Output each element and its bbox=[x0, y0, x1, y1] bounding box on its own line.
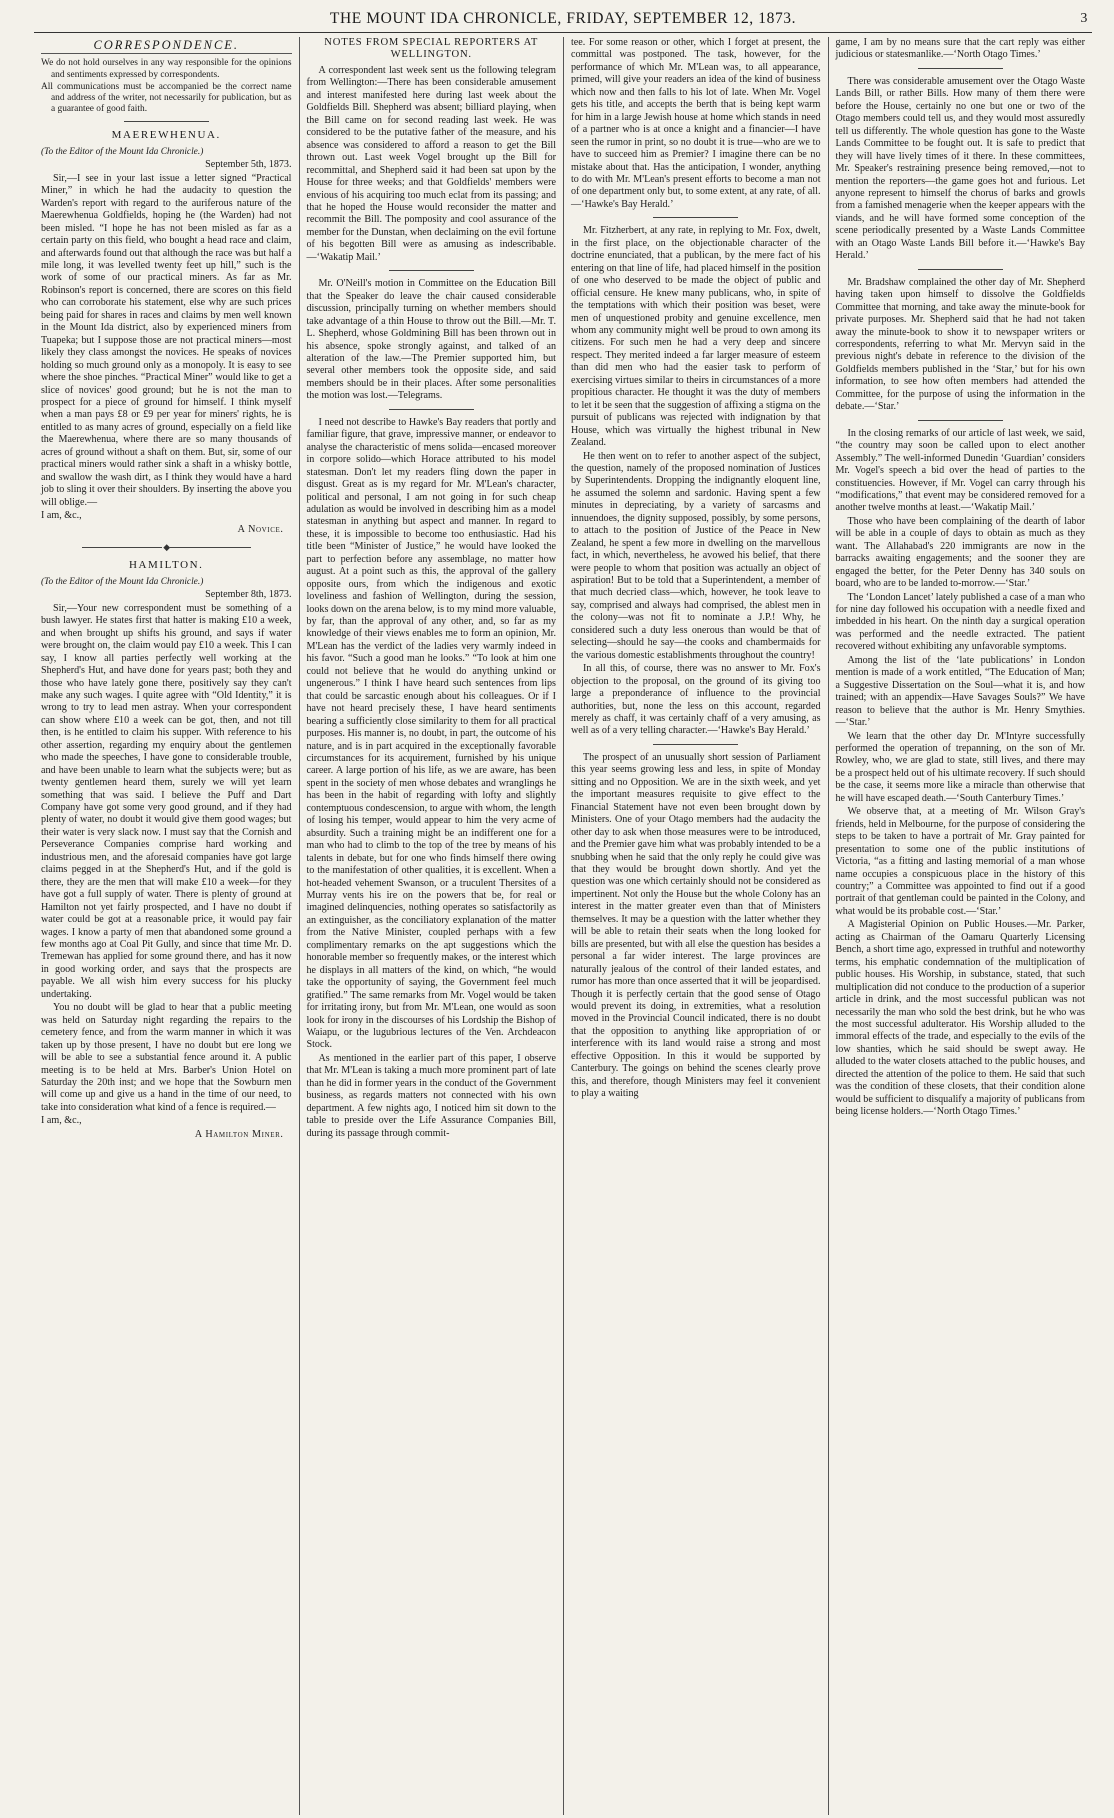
divider bbox=[653, 217, 738, 218]
column-1 bbox=[34, 37, 299, 1815]
article-paragraph: He then went on to refer to another aspect of the subject, the question, namely of the proposed nomination of Justices by Superintendents. Dropping the indignantly eloquent line, he assumed the solemn and sardonic. Having spent a few minutes in depreciating, by a variety of sarcasms and innuendoes, the dignity supposed, possibly, by some persons, to attach to the position of Justice of the Peace in New Zealand, he spent a few more in dwelling on the marvellous fact, in which, nevertheless, he avowed his belief, that there were people to whom that position was actually an object of aspiration! But to be told that a Superintendent, a member of that much decried class—which, however, he took leave to say, comprised and always had comprised, the ablest men in the colony—was not fit to nominate a J.P.! Why, he considered such a duty less onerous than would be that of selecting—should he say—the cooks and chambermaids for the various domestic establishments throughout the country! bbox=[571, 450, 821, 661]
letter-close: I am, &c., bbox=[41, 1115, 82, 1127]
letter-dateline: (To the Editor of the Mount Ida Chronicle.) bbox=[41, 576, 204, 587]
letter-signature: A Hamilton Miner. bbox=[194, 1128, 284, 1140]
article-paragraph: Mr. Fitzherbert, at any rate, in replying to Mr. Fox, dwelt, in the first place, on the objectionable character of the doctrine enunciated, that a publican, by the mere fact of his entering on that line of life, had placed himself in the position of one who deserved to be made the object of public and official censure. He knew many publicans, who, in spite of the temptations with which their position was beset, were men of unquestioned probity and genuine excellence, men whom any community might well be proud to own among its citizens. For such men he had a very deep and sincere respect. They merited indeed a far larger measure of esteem than did men who had the easier task to perform of exercising virtues similar to theirs in circumstances of a more propitious character. He thought it was the duty of members to let it be seen that the suggestion of affixing a stigma on the pursuit of publicans was rejected with indignation by that House, which was virtually the highest tribunal in New Zealand. bbox=[571, 225, 821, 449]
letter-paragraph: Sir,—I see in your last issue a letter signed “Practical Miner,” in which he had the audacity to question the Warden's report with regard to the auriferous nature of the Maerewhenua Goldfields, hoping he (the Warden) had not been misled. “I hope he has not been misled as far as a certain party on this field, who bought a head race and claim, and afterwards found out that although the race was but half a mile long, it was levelled twenty feet up hill,” such is the work of some of our practical miners. As far as Mr. Robinson's report is concerned, there are scores on this field who can corroborate his statement, else why are such prices being paid for shares in races and claims by men well known in the Mount Ida district, also by experienced miners from Tuapeka; but I suppose those are not practical miners—most likely they class amongst the novices. He speaks of novices holding so much ground only as a monopoly. It is easy to see where the shoe pinches. “Practical Miner” would like to get a slice of novices' good ground; but he is not the man to prospect for a piece of ground for himself. I think myself when a man pays £8 or £9 per year for miners' rights, he is entitled to as many acres of ground, especially on a field like the Maerewhenua, where there are so many thousands of acres of ground without a shaft on them. But, sir, some of our practical miners would rather sink a shaft in a whisky bottle, and swallow the wash dirt, as I think they would have a hard job to sling it over their shoulders. By inserting the above you will oblige.— bbox=[41, 172, 292, 508]
article-paragraph: Among the list of the ‘late publications’ in London mention is made of a work entitled, “The Education of Man; a Suggestive Dissertation on the Soul—what it is, and how trained; with an appendix—Have Savages Souls?” We have reason to believe that the author is Mr. Henry Smythies.—‘Star.’ bbox=[835, 654, 1085, 729]
article-paragraph: We observe that, at a meeting of Mr. Wilson Gray's friends, held in Melbourne, for the purpose of considering the steps to be taken to have a portrait of Mr. Gray painted for presentation to some one of the public institutions of Victoria, “as a fitting and lasting memorial of a man whose name occupies a conspicuous place in the history of this country;” a Committee was appointed to find out if a good portrait of that gentleman could be painted in the Colony, and what would be its probable cost.—‘Star.’ bbox=[835, 806, 1085, 917]
columns bbox=[34, 37, 1092, 1815]
letter-title: HAMILTON. bbox=[128, 559, 204, 572]
letter-title: MAEREWHENUA. bbox=[111, 129, 221, 142]
masthead-title: THE MOUNT IDA CHRONICLE, FRIDAY, SEPTEMBER 12, 1873. bbox=[329, 10, 797, 27]
article-paragraph: A correspondent last week sent us the following telegram from Wellington:—There has been considerable amusement and interest manifested here during last week about the Goldfields Bill. Shepherd was absent; billiard playing, when the Bill came on for second reading last week. He was considered to be the putative father of the measure, and his absence was considered to afford a reason to get the Bill thrown out. Last week Vogel brought up the Bill for recommittal, and Shepherd said it had been sat upon by the House for three weeks; and that Goldfields' members were envious of his acquiring too much eclat from its passing; and that he hoped the House would reconsider the matter and recommit the Bill. The pomposity and cool assurance of the member for the Dunstan, when declaiming on the evil fortune of his begotten Bill were as amusing as indescribable.—‘Wakatip Mail.’ bbox=[306, 65, 556, 263]
article-paragraph: We learn that the other day Dr. M'Intyre successfully performed the operation of trepanning, on the son of Mr. Rowley, who, we are glad to state, still lives, and there may be a prospect held out of his ultimate recovery. If such should be the case, it seems more like a miracle than otherwise that he will have escaped death.—‘South Canterbury Times.’ bbox=[835, 730, 1085, 804]
correspondence-notice: All communications must be accompanied be the correct name and address of the writer, not necessarily for publication, but as a guarantee of good faith. bbox=[41, 81, 292, 115]
article-paragraph: A Magisterial Opinion on Public Houses.—Mr. Parker, acting as Chairman of the Oamaru Quarterly Licensing Bench, a short time ago, expressed in truthful and noteworthy terms, his emphatic condemnation of the multiplication of public houses. His Worship, in substance, stated, that such multiplication did not conduce to the production of a superior article in drink, and the most successful publican was not necessarily the man who sold the best drink, but he who was the most successful adulterator. His Worship alluded to the immoral effects of the trade, and especially to the evils of the low shanties, which he said should be swept away. He alluded to the water closets attached to the public houses, and directed the attention of the police to them. He said that such was the condition of these closets, that their condition alone would be sufficient to disqualify a majority of publicans from being license holders.—‘North Otago Times.’ bbox=[835, 919, 1085, 1118]
ornament-divider: ◆ bbox=[41, 541, 292, 553]
article-paragraph: I need not describe to Hawke's Bay readers that portly and familiar figure, that grave, impressive manner, or endeavor to analyse the characteristic of mens solida—encased moreover in corpore solido—which Horace attributed to his model statesman. Don't let my readers fling down the paper in disgust. Great as is my regard for Mr. M'Lean's character, political and personal, I am not going in for such cheap adulation as would be involved in describing him as a model statesman in anything but aspect and manner. In regard to these, it is impossible to become too enthusiastic. Had his title been “Minister of Justice,” he would have looked the part to perfection before any assemblage, no matter how august. At a point such as this, the approval of the gallery opposite ours, from which the indigenous and exotic loveliness and fashion of Wellington, during the session, looks down on the arena below, is to my mind more valuable, by far, than the approval of any other, and, so far as my knowledge of their views enables me to form an opinion, Mr. M'Lean has the verdict of the ladies very warmly indeed in his favor. “Such a good man he looks.” “To look at him one could not believe that he would do anything unkind or ungenerous.” I think I have heard such sentences from lips that could be sarcastic enough about his colleagues. Or if I have not heard precisely these, I have heard sentiments bearing a sufficiently close similarity to them for all practical purposes. His manner is, no doubt, in part, the outcome of his nature, and is in part acquired in the exceptionally favorable circumstances for its acquirement, furnished by his unique career. A large portion of his life, as we are aware, has been spent in the society of men whose debates and wranglings he has been in the habit of regarding with lofty and slightly contemptuous condescension, to argue with whom, the length of losing his temper, would appear to him the very acme of absurdity. Such a training might be an indifferent one for a man who had to climb to the top of the tree by means of his talents in debate, but for one who finds himself there owing to the manifestation of other qualities, it is excellent. When a hot-headed vehement Swanson, or a truculent Thersites of a Murray vents his ire on the powers that be, for real or imagined delinquencies, nothing operates so satisfactorily as an extinguisher, as the conciliatory explanation of the matter from the Native Minister, coupled perhaps with a few complimentary remarks on the apt suggestions which the honorable member so frequently makes, or the interest which he displays in all matters of the kind, on which, “he would take the opportunity of saying, the Government feel much gratified.” The same remarks from Mr. Vogel would be taken for irritating irony, but from Mr. M'Lean, one would as soon look for irony in the discourses of his Lordship the Bishop of Waiapu, or the lugubrious lectures of the Ven. Archdeacon Stock. bbox=[306, 416, 556, 1051]
article-paragraph: Mr. O'Neill's motion in Committee on the Education Bill that the Speaker do leave the chair caused considerable discussion, principally turning on whether members should take advantage of a thin House to throw out the Bill.—Mr. T. L. Shepherd, whose Goldmining Bill has been thrown out in his absence, spoke strongly against, and talked of an alteration of the law.—The Premier supported him, but several other members took the opposite side, and said members should be in their places. After some personalities the motion was lost.—Telegrams. bbox=[306, 278, 556, 402]
correspondence-heading: CORRESPONDENCE. bbox=[41, 39, 292, 54]
column-3 bbox=[563, 37, 828, 1815]
letter-date: September 5th, 1873. bbox=[205, 159, 292, 171]
letter-date: September 8th, 1873. bbox=[205, 589, 292, 601]
letter-signature: A Novice. bbox=[237, 523, 284, 535]
article-heading: NOTES FROM SPECIAL REPORTERS AT WELLINGTON. bbox=[324, 37, 539, 60]
masthead bbox=[34, 6, 1092, 33]
article-paragraph: The ‘London Lancet’ lately published a case of a man who for nine day followed his occupation with a needle fixed and imbedded in his heart. On the ninth day a surgical operation was performed and the needle extracted. The patient recovered without exhibiting any unfavorable symptoms. bbox=[835, 591, 1085, 653]
article-paragraph: There was considerable amusement over the Otago Waste Lands Bill, or rather Bills. How many of them there were before the House, certainly no one but one or two of the Otago members could tell us, and they would most assuredly tell us differently. The whole question has gone to the Waste Lands Committee to be fought out. It is safe to predict that they will have lively times of it there. In these committees, Mr. Speaker's restraining presence being removed,—not to mention the reporters—the game goes hot and furious. Let anyone represent to himself the chorus of barks and growls from a famished menagerie when the keeper appears with the viands, and he will have formed some conception of the scene periodically presented by a Waste Lands Committee with an Otago Waste Lands Bill before it.—‘Hawke's Bay Herald.’ bbox=[835, 75, 1085, 262]
article-paragraph: Those who have been complaining of the dearth of labor will be able in a couple of days to obtain as much as they want. The Allahabad's 220 immigrants are now in the barracks awaiting engagements; and the sooner they are engaged the better, for the Peter Denny has 340 souls on board, who are to be landed to-morrow.—‘Star.’ bbox=[835, 515, 1085, 590]
article-paragraph: game, I am by no means sure that the cart reply was either judicious or statesmanlike.—‘North Otago Times.’ bbox=[835, 37, 1085, 61]
article-paragraph: The prospect of an unusually short session of Parliament this year seems growing less and less, in spite of Monday sitting and no Opposition. We are in the sixth week, and yet the important measures requisite to give effect to the Financial Statement have not even been brought down by Ministers. One of your Otago members had the audacity the other day to ask when those measures were to be introduced, and the Premier gave him what was probably intended to be a snubbing when he said that the only reply he could give was that they would be brought down shortly. And yet the question was one which certainly should not be considered as impertinent. Not only the House but the whole Colony has an interest in the matter greater even than that of Ministers themselves. It may be a question with the latter whether they will be able to retain their seats when the long looked for bills are presented, but with all else the question has besides a personal a far wider interest. The large provinces are naturally jealous of the control of their landed estates, and rumor has more than once asserted that it will be jeopardised. Though it is perfectly certain that the good sense of Otago would prevent its doing, in extremities, what a resolution moved in the Provincial Council indicated, there is no doubt that the opposition to anything like appropriation of or interference with its land would raise a strong and most effective Opposition. In this it would be supported by Canterbury. The goings on behind the scenes clearly prove this, and therefore, though Ministers may feel it convenient to play a waiting bbox=[571, 751, 821, 1100]
letter-paragraph: Sir,—Your new correspondent must be something of a bush lawyer. He states first that hatter is making £10 a week, and when brought up shifts his ground, and says if water were brought on, the claim would pay £10 a week. This I can say, I know all parties perfectly well working at the Shepherd's Hut, and have done for years past; both they and those who have lately gone there, positively say they can't make any such wages. I quite agree with “Old Identity,” it is wrong to try to lead men astray. When your correspondent can show where £10 a week can be got, then, and not till then, is he entitled to claim his supper. With reference to his other assertion, regarding my enquiry about the gentlemen who made the speeches, I have gone to considerable trouble, and have been unable to learn what the subjects were; but as twenty gentlemen heard them, surely we will yet learn something that was said. I believe the Puff and Dart Company have got some very good ground, and if they had plenty of water, no doubt it would give them good wages; but their water is very slack now. I must say that the Cornish and Perseverance Companies comprise hard working and industrious men, and the aforesaid companies have got large claims pegged in at the Shepherd's Hut, and if the gold is there, they are the men that will make £10 a week—for they have got a full supply of water. There is plenty of ground at Hamilton not yet fairly prospected, and I have no doubt if water could be got at a reasonable price, it would pay fair wages. I know a party of men that abandoned some ground a few months ago at Coal Pit Gully, and since that time Mr. D. Tremewan has applied for some ground there, and has it now in good working order, and says that the prospects are payable. We all wish him every success for his plucky undertaking. bbox=[41, 602, 292, 1000]
divider bbox=[124, 121, 209, 122]
column-2 bbox=[299, 37, 564, 1815]
column-4 bbox=[828, 37, 1093, 1815]
article-paragraph: Mr. Bradshaw complained the other day of Mr. Shepherd having taken upon himself to dissolve the Goldfields Committee that morning, and take away the minute-book for private purposes. Mr. Shepherd said that he had not taken away the minute-book to show it to newspaper writers or correspondents, referring to what Mr. Mervyn said in the previous night's debate in reference to the division of the Goldfields members published in the ‘Star,’ but for his own information, to see how often members had attended the Committee, for the purpose of using the information in the debate.—‘Star.’ bbox=[835, 276, 1085, 413]
divider bbox=[389, 409, 474, 410]
letter-paragraph: You no doubt will be glad to hear that a public meeting was held on Saturday night regarding the repairs to the cemetery fence, and from the warm manner in which it was taken up by those present, I have no doubt but ere long we will be able to see a substantial fence around it. A public meeting is to be held at Mrs. Barber's Union Hotel on Saturday the 20th inst; and we hope that the Sowburn men will come up and give us a hand in the time of our need, to take into consideration what kind of a fence is required.— bbox=[41, 1002, 292, 1113]
divider bbox=[918, 68, 1003, 69]
divider bbox=[918, 269, 1003, 270]
article-paragraph: As mentioned in the earlier part of this paper, I observe that Mr. M'Lean is taking a much more prominent part of late than he did in former years in the conduct of the Government business, as regards matters not connected with his own department. A few nights ago, I noticed him sit down to the table to preside over the Life Assurance Companies Bill, during its passage through commit- bbox=[306, 1052, 556, 1139]
divider bbox=[918, 420, 1003, 421]
divider bbox=[389, 270, 474, 271]
letter-close: I am, &c., bbox=[41, 510, 82, 522]
article-paragraph: In all this, of course, there was no answer to Mr. Fox's objection to the proposal, on the ground of its giving too large a preponderance of influence to the provincial authorities, but, none the less on this account, regarded merely as chaff, it was certainly chaff of a very amusing, as well as of a very telling character.—‘Hawke's Bay Herald.’ bbox=[571, 663, 821, 737]
letter-dateline: (To the Editor of the Mount Ida Chronicle.) bbox=[41, 146, 204, 157]
article-paragraph: In the closing remarks of our article of last week, we said, “the country may soon be called upon to elect another Assembly.” The well-informed Dunedin ‘Guardian’ considers Mr. Vogel's speech a bid over the head of parties to the constituencies. However, if Mr. Vogel can carry through his “modifications,” that event may be considered removed for a another twelve months at least.—‘Wakatip Mail.’ bbox=[835, 427, 1085, 514]
divider bbox=[653, 744, 738, 745]
article-paragraph: tee. For some reason or other, which I forget at present, the committal was postponed. The task, however, for the performance of which Mr. M'Lean was, to all appearance, primed, will give your readers an idea of the kind of business which now and then falls to his lot of late. When Mr. Vogel gets his title, and accepts the berth that is being kept warm for him in a large Jewish house at home which stands in need of a partner who is at once a knight and a financier—I have seen the rumor in print, so no doubt it is true—who are we to have to succeed him as Premier? I imagine there can be no mistake about that. Has the anticipation, I wonder, anything to do with Mr. M'Lean's present efforts to become a man not of one department only but, to some extent, at any rate, of all.—‘Hawke's Bay Herald.’ bbox=[571, 37, 821, 210]
correspondence-notice: We do not hold ourselves in any way responsible for the opinions and sentiments expressed by correspondents. bbox=[41, 58, 292, 80]
page-number: 3 bbox=[1080, 11, 1088, 26]
